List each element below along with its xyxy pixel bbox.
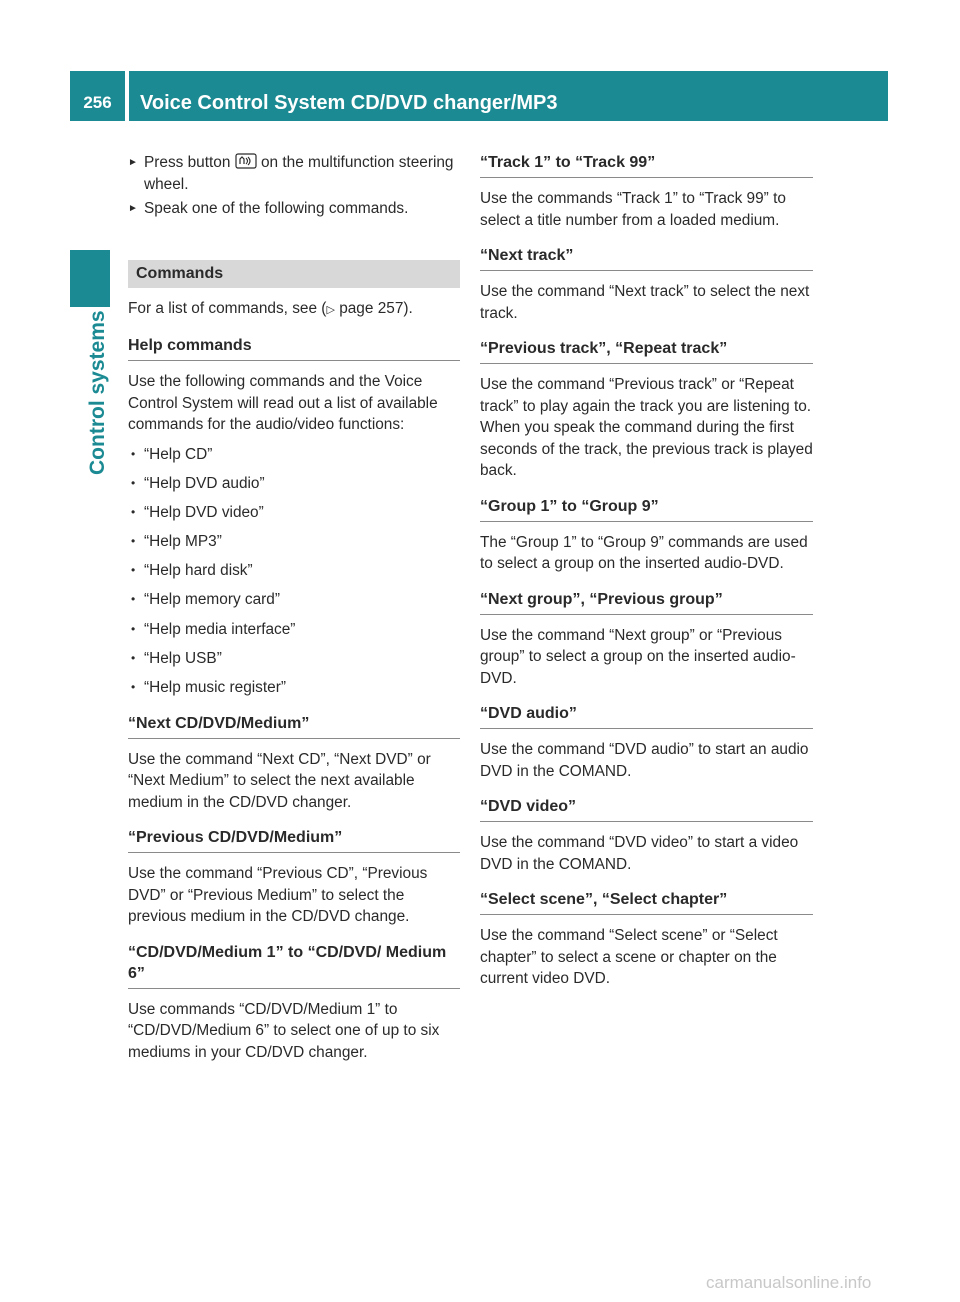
list-item: • “Help DVD audio” — [128, 473, 460, 495]
section-text: Use the command “Previous CD”, “Previous DVD” or “Previous Medium” to select the previous medium in the CD/DVD change. — [128, 865, 428, 925]
page-reference-arrow-icon: ▷ — [326, 303, 335, 316]
section-heading: “Group 1” to “Group 9” — [480, 496, 813, 522]
section-heading: “Next group”, “Previous group” — [480, 589, 813, 615]
help-commands-heading: Help commands — [128, 335, 460, 361]
section-text: Use the commands “Track 1” to “Track 99” to select a title number from a loaded medium. — [480, 190, 786, 229]
page-reference-link[interactable]: page 257). — [339, 299, 413, 317]
section-text: Use the command “Next track” to select the next track. — [480, 283, 810, 322]
section-heading: “Select scene”, “Select chapter” — [480, 889, 813, 915]
list-item: • “Help MP3” — [128, 531, 460, 553]
bullet-icon: • — [131, 534, 136, 549]
bullet-icon: • — [131, 680, 136, 694]
page-title: Voice Control System CD/DVD changer/MP3 — [140, 92, 558, 114]
header-divider — [125, 71, 129, 121]
section-text: Use the command “Previous track” or “Repeat track” to play again the track you are listening to. When you speak the command during the first seconds of the track, the previous track is played back. — [480, 376, 813, 479]
page-number: 256 — [83, 93, 112, 112]
section-heading: “DVD video” — [480, 796, 813, 822]
step-text-after: on the multifunction steering wheel. — [144, 154, 454, 193]
bullet-icon: • — [131, 446, 136, 461]
section-heading: “Previous CD/DVD/Medium” — [128, 827, 460, 853]
help-commands-text: Use the following commands and the Voice Control System will read out a list of available commands for the audio/video functions: — [128, 373, 438, 433]
section-heading: “Previous track”, “Repeat track” — [480, 338, 813, 364]
right-column — [480, 152, 813, 990]
list-item: • “Help media interface” — [128, 619, 460, 641]
section-tab — [70, 250, 110, 307]
commands-box: Commands — [128, 260, 460, 288]
section-text: Use the command “DVD video” to start a video DVD in the COMAND. — [480, 834, 799, 873]
list-item: • “Help DVD video” — [128, 502, 460, 524]
section-label: Control systems — [86, 310, 109, 475]
help-commands-list — [128, 444, 460, 699]
section-heading: “Track 1” to “Track 99” — [480, 152, 813, 178]
list-item: • “Help hard disk” — [128, 560, 460, 582]
step-arrow-icon: ► — [128, 203, 138, 214]
bullet-icon: • — [131, 650, 136, 665]
section-text: Use the command “Next CD”, “Next DVD” or “Next Medium” to select the next available medium in the CD/DVD changer. — [128, 750, 431, 811]
commands-reference — [128, 298, 460, 322]
list-item: • “Help CD” — [128, 444, 460, 466]
bullet-icon: • — [131, 475, 136, 490]
step-arrow-icon: ► — [128, 157, 138, 168]
step-press-button — [128, 152, 460, 195]
section-text: Use commands “CD/DVD/Medium 1” to “CD/DVD/Medium 6” to select one of up to six mediums in your CD/DVD changer. — [128, 1000, 440, 1061]
section-heading: “DVD audio” — [480, 703, 813, 729]
list-item: • “Help music register” — [128, 677, 460, 699]
section-text: Use the command “DVD audio” to start an audio DVD in the COMAND. — [480, 741, 809, 780]
watermark: carmanualsonline.info — [706, 1273, 872, 1292]
list-item: • “Help USB” — [128, 648, 460, 670]
bullet-icon: • — [131, 592, 136, 607]
commands-text: For a list of commands, see ( — [128, 299, 327, 317]
section-text: Use the command “Next group” or “Previous group” to select a group on the inserted audio-DVD. — [480, 626, 796, 687]
step-text: Speak one of the following commands. — [144, 200, 409, 217]
step-speak-command — [128, 198, 460, 220]
left-column — [128, 152, 460, 1063]
bullet-icon: • — [131, 563, 136, 578]
list-item: • “Help memory card” — [128, 589, 460, 611]
bullet-icon: • — [131, 621, 136, 636]
step-text-before: Press button — [144, 154, 231, 171]
section-heading: “Next track” — [480, 245, 813, 271]
section-text: Use the command “Select scene” or “Select chapter” to select a scene or chapter on the current video DVD. — [480, 927, 778, 987]
voice-control-wheel-icon — [235, 153, 257, 169]
bullet-icon: • — [131, 504, 136, 519]
section-heading: “CD/DVD/Medium 1” to “CD/DVD/ Medium 6” — [128, 942, 460, 989]
section-heading: “Next CD/DVD/Medium” — [128, 713, 460, 739]
section-text: The “Group 1” to “Group 9” commands are used to select a group on the inserted audio-DVD. — [480, 533, 808, 572]
